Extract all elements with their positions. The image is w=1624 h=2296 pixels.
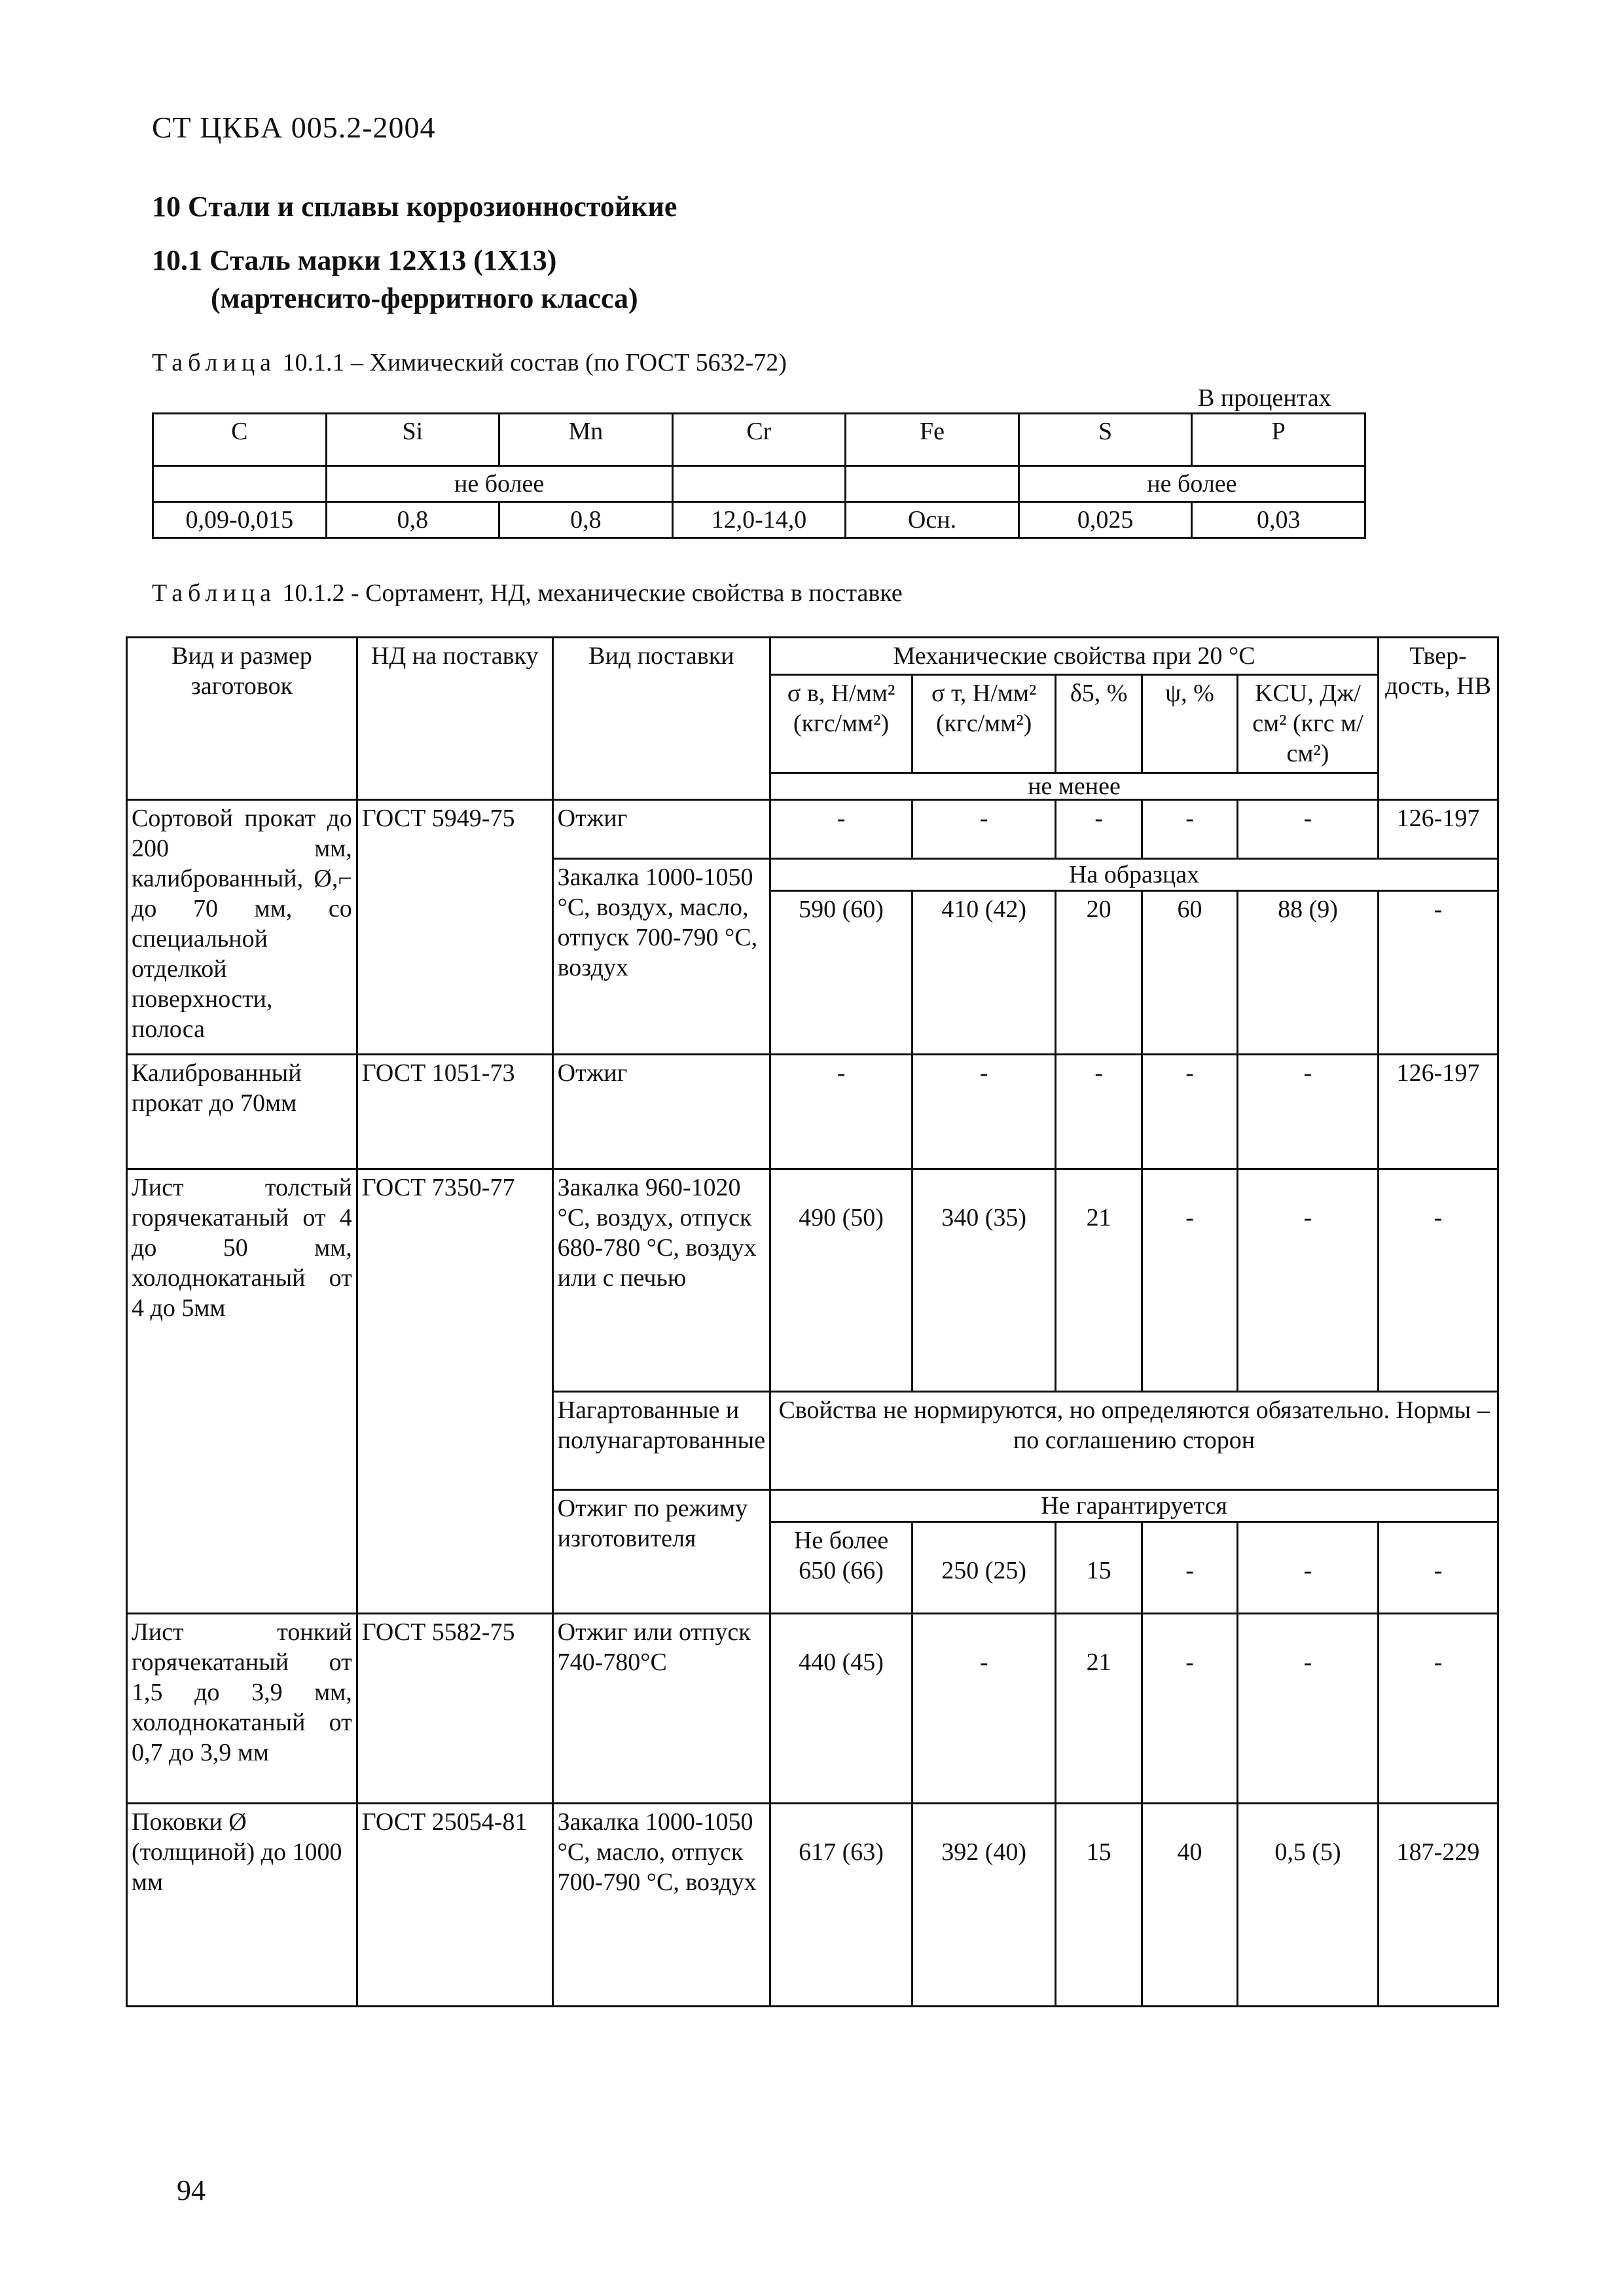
r2-delta: - <box>1056 1055 1142 1169</box>
document-code: СТ ЦКБА 005.2-2004 <box>152 111 436 144</box>
r1a-psi: - <box>1142 800 1238 859</box>
r3c-delta: 15 <box>1056 1522 1142 1614</box>
r3a-sigma-t: 340 (35) <box>912 1169 1056 1392</box>
r3a-hb: - <box>1379 1169 1498 1392</box>
r3c-kcu: - <box>1237 1522 1378 1614</box>
header-psi: ψ, % <box>1142 675 1238 773</box>
r4-delivery: Отжиг или отпуск 740-780°С <box>552 1614 770 1804</box>
header-sigma-t: σ т, Н/мм² (кгс/мм²) <box>912 675 1056 773</box>
header-fe: Fe <box>846 414 1019 466</box>
table1-units: В процентах <box>1198 384 1331 412</box>
r1a-sigma-b: - <box>770 800 912 859</box>
table2-caption-word: Таблица <box>152 579 277 607</box>
r4-nd: ГОСТ 5582-75 <box>357 1614 552 1804</box>
r1b-psi: 60 <box>1142 891 1238 1055</box>
r4-hb: - <box>1379 1614 1498 1804</box>
header-c: C <box>153 414 327 466</box>
r2-kind: Калиброванный прокат до 70мм <box>127 1055 357 1169</box>
r4-psi: - <box>1142 1614 1238 1804</box>
r3c-sigma-t: 250 (25) <box>912 1522 1056 1614</box>
r5-psi: 40 <box>1142 1804 1238 2007</box>
header-si: Si <box>326 414 499 466</box>
table2-caption-text: 10.1.2 - Сортамент, НД, механические свойства в поставке <box>282 579 903 607</box>
note-c-empty <box>153 466 327 502</box>
r2-psi: - <box>1142 1055 1238 1169</box>
header-s: S <box>1019 414 1192 466</box>
note-not-more-right: не более <box>1019 466 1365 502</box>
header-mech: Механические свойства при 20 °С <box>770 638 1379 675</box>
r1a-kcu: - <box>1237 800 1378 859</box>
note-cr-empty <box>672 466 846 502</box>
r2-delivery: Отжиг <box>552 1055 770 1169</box>
r3b-note: Свойства не нормируются, но определяются обязательно. Нормы – по соглашению сторон <box>770 1392 1498 1490</box>
table1-caption <box>152 348 787 377</box>
r3b-delivery: Нагартованные и полунагартованные <box>552 1392 770 1490</box>
header-nd: НД на поставку <box>357 638 552 800</box>
r3a-kcu: - <box>1237 1169 1378 1392</box>
value-s: 0,025 <box>1019 502 1192 538</box>
r5-hb: 187-229 <box>1379 1804 1498 2007</box>
r5-nd: ГОСТ 25054-81 <box>357 1804 552 2007</box>
table2-caption <box>152 579 903 608</box>
header-delta: δ5, % <box>1056 675 1142 773</box>
r5-kcu: 0,5 (5) <box>1237 1804 1378 2007</box>
r4-sigma-t: - <box>912 1614 1056 1804</box>
r3c-not-guaranteed: Не гарантируется <box>770 1490 1498 1522</box>
header-cr: Cr <box>672 414 846 466</box>
header-delivery: Вид поставки <box>552 638 770 800</box>
assortment-properties-table <box>126 636 1499 2007</box>
value-fe: Осн. <box>846 502 1019 538</box>
r1-nd: ГОСТ 5949-75 <box>357 800 552 1055</box>
r3c-sigma-b: Не более 650 (66) <box>770 1522 912 1614</box>
table1-caption-text: 10.1.1 – Химический состав (по ГОСТ 5632-72) <box>282 349 787 376</box>
header-mn: Mn <box>499 414 673 466</box>
r1-kind: Сортовой прокат до 200 мм, калиброванный, Ø,⌐ до 70 мм, со специальной отделкой поверхности, полоса <box>127 800 357 1055</box>
note-not-more-left: не более <box>326 466 672 502</box>
r4-sigma-b: 440 (45) <box>770 1614 912 1804</box>
note-fe-empty <box>846 466 1019 502</box>
r4-kind: Лист тонкий горячекатаный от 1,5 до 3,9 мм, холоднокатаный от 0,7 до 3,9 мм <box>127 1614 357 1804</box>
r2-kcu: - <box>1237 1055 1378 1169</box>
r3-nd: ГОСТ 7350-77 <box>357 1169 552 1614</box>
r3a-psi: - <box>1142 1169 1238 1392</box>
r1b-sigma-t: 410 (42) <box>912 891 1056 1055</box>
r5-delivery: Закалка 1000-1050 °С, масло, отпуск 700-790 °С, воздух <box>552 1804 770 2007</box>
r3c-delivery: Отжиг по режиму изготовителя <box>552 1490 770 1614</box>
r1b-hb: - <box>1379 891 1498 1055</box>
r3-kind: Лист толстый горячекатаный от 4 до 50 мм, холоднокатаный от 4 до 5мм <box>127 1169 357 1614</box>
page-number: 94 <box>177 2174 206 2206</box>
header-sigma-b: σ в, Н/мм² (кгс/мм²) <box>770 675 912 773</box>
r1b-on-samples: На образцах <box>770 859 1498 891</box>
r4-delta: 21 <box>1056 1614 1142 1804</box>
table1-caption-word: Таблица <box>152 349 277 376</box>
header-kind: Вид и размер заготовок <box>127 638 357 800</box>
value-cr: 12,0-14,0 <box>672 502 846 538</box>
header-kcu: KCU, Дж/см² (кгс м/см²) <box>1237 675 1378 773</box>
r5-sigma-t: 392 (40) <box>912 1804 1056 2007</box>
r2-sigma-b: - <box>770 1055 912 1169</box>
r5-kind: Поковки Ø (толщиной) до 1000 мм <box>127 1804 357 2007</box>
r1b-delta: 20 <box>1056 891 1142 1055</box>
r4-kcu: - <box>1237 1614 1378 1804</box>
value-mn: 0,8 <box>499 502 673 538</box>
subsection-title: 10.1 Сталь марки 12Х13 (1Х13) <box>152 244 557 276</box>
chemical-composition-table <box>152 412 1366 539</box>
r1b-delivery: Закалка 1000-1050 °С, воздух, масло, отпуск 700-790 °С, воздух <box>552 859 770 1055</box>
r5-delta: 15 <box>1056 1804 1142 2007</box>
r1b-kcu: 88 (9) <box>1237 891 1378 1055</box>
r2-nd: ГОСТ 1051-73 <box>357 1055 552 1169</box>
header-not-less: не менее <box>770 773 1379 800</box>
r3a-sigma-b: 490 (50) <box>770 1169 912 1392</box>
r1a-hb: 126-197 <box>1379 800 1498 859</box>
r3a-delta: 21 <box>1056 1169 1142 1392</box>
subsection-subtitle: (мартенсито-ферритного класса) <box>211 282 638 314</box>
r3c-hb: - <box>1379 1522 1498 1614</box>
section-title: 10 Стали и сплавы коррозионностойкие <box>152 191 677 223</box>
r2-sigma-t: - <box>912 1055 1056 1169</box>
header-p: P <box>1192 414 1365 466</box>
r2-hb: 126-197 <box>1379 1055 1498 1169</box>
r1a-sigma-t: - <box>912 800 1056 859</box>
r5-sigma-b: 617 (63) <box>770 1804 912 2007</box>
r1b-sigma-b: 590 (60) <box>770 891 912 1055</box>
value-p: 0,03 <box>1192 502 1365 538</box>
value-c: 0,09-0,015 <box>153 502 327 538</box>
value-si: 0,8 <box>326 502 499 538</box>
r3c-psi: - <box>1142 1522 1238 1614</box>
header-hardness: Твер-дость, НВ <box>1379 638 1498 800</box>
r3a-delivery: Закалка 960-1020 °С, воздух, отпуск 680-780 °С, воздух или с печью <box>552 1169 770 1392</box>
r1a-delta: - <box>1056 800 1142 859</box>
r1a-delivery: Отжиг <box>552 800 770 859</box>
